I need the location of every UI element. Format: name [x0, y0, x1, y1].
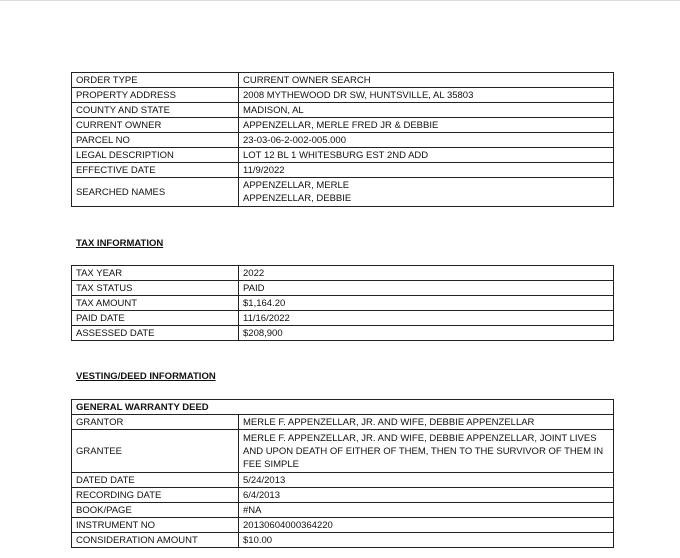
assessed-date-value: $208,900 — [239, 326, 614, 341]
recording-date-label: RECORDING DATE — [72, 488, 239, 503]
consideration-amount-label: CONSIDERATION AMOUNT — [72, 533, 239, 548]
table-row — [72, 281, 614, 296]
table-row — [72, 488, 614, 503]
table-row — [72, 133, 614, 148]
property-address-value: 2008 MYTHEWOOD DR SW, HUNTSVILLE, AL 35803 — [239, 88, 614, 103]
legal-description-label: LEGAL DESCRIPTION — [72, 148, 239, 163]
current-owner-value: APPENZELLAR, MERLE FRED JR & DEBBIE — [239, 118, 614, 133]
tax-amount-value: $1,164.20 — [239, 296, 614, 311]
book-page-value: #NA — [239, 503, 614, 518]
searched-names-label: SEARCHED NAMES — [72, 178, 239, 207]
effective-date-label: EFFECTIVE DATE — [72, 163, 239, 178]
table-row — [72, 266, 614, 281]
recording-date-value: 6/4/2013 — [239, 488, 614, 503]
tax-status-value: PAID — [239, 281, 614, 296]
searched-name: APPENZELLAR, MERLE — [243, 180, 350, 191]
book-page-label: BOOK/PAGE — [72, 503, 239, 518]
table-row — [72, 163, 614, 178]
table-row — [72, 88, 614, 103]
tax-information-heading: TAX INFORMATION — [76, 238, 164, 249]
order-type-value: CURRENT OWNER SEARCH — [239, 73, 614, 88]
grantee-value: MERLE F. APPENZELLAR, JR. AND WIFE, DEBBIE APPENZELLAR, JOINT LIVES AND UPON DEATH OF EITHER OF THEM, THEN TO THE SURVIVOR OF THEM IN FEE SIMPLE — [239, 430, 614, 473]
table-row — [72, 518, 614, 533]
dated-date-label: DATED DATE — [72, 473, 239, 488]
tax-year-label: TAX YEAR — [72, 266, 239, 281]
current-owner-label: CURRENT OWNER — [72, 118, 239, 133]
table-row — [72, 415, 614, 430]
table-row — [72, 533, 614, 548]
grantee-label: GRANTEE — [72, 430, 239, 473]
consideration-amount-value: $10.00 — [239, 533, 614, 548]
assessed-date-label: ASSESSED DATE — [72, 326, 239, 341]
effective-date-value: 11/9/2022 — [239, 163, 614, 178]
table-row — [72, 73, 614, 88]
grantor-value: MERLE F. APPENZELLAR, JR. AND WIFE, DEBBIE APPENZELLAR — [239, 415, 614, 430]
table-row — [72, 311, 614, 326]
parcel-no-label: PARCEL NO — [72, 133, 239, 148]
county-state-label: COUNTY AND STATE — [72, 103, 239, 118]
order-type-label: ORDER TYPE — [72, 73, 239, 88]
vesting-deed-table — [71, 399, 614, 548]
legal-description-value: LOT 12 BL 1 WHITESBURG EST 2ND ADD — [239, 148, 614, 163]
page-top-border — [0, 0, 680, 1]
searched-name: APPENZELLAR, DEBBIE — [243, 193, 352, 204]
deed-type-header: GENERAL WARRANTY DEED — [72, 400, 614, 415]
instrument-no-value: 20130604000364220 — [239, 518, 614, 533]
searched-names-value — [239, 178, 614, 207]
county-state-value: MADISON, AL — [239, 103, 614, 118]
table-row — [72, 400, 614, 415]
paid-date-value: 11/16/2022 — [239, 311, 614, 326]
vesting-deed-heading: VESTING/DEED INFORMATION — [76, 371, 216, 382]
tax-year-value: 2022 — [239, 266, 614, 281]
parcel-no-value: 23-03-06-2-002-005.000 — [239, 133, 614, 148]
table-row — [72, 178, 614, 207]
order-info-table — [71, 72, 614, 207]
table-row — [72, 118, 614, 133]
tax-status-label: TAX STATUS — [72, 281, 239, 296]
table-row — [72, 296, 614, 311]
table-row — [72, 430, 614, 473]
table-row — [72, 103, 614, 118]
instrument-no-label: INSTRUMENT NO — [72, 518, 239, 533]
table-row — [72, 503, 614, 518]
grantor-label: GRANTOR — [72, 415, 239, 430]
dated-date-value: 5/24/2013 — [239, 473, 614, 488]
table-row — [72, 326, 614, 341]
tax-info-table — [71, 265, 614, 341]
tax-amount-label: TAX AMOUNT — [72, 296, 239, 311]
property-address-label: PROPERTY ADDRESS — [72, 88, 239, 103]
table-row — [72, 148, 614, 163]
paid-date-label: PAID DATE — [72, 311, 239, 326]
table-row — [72, 473, 614, 488]
